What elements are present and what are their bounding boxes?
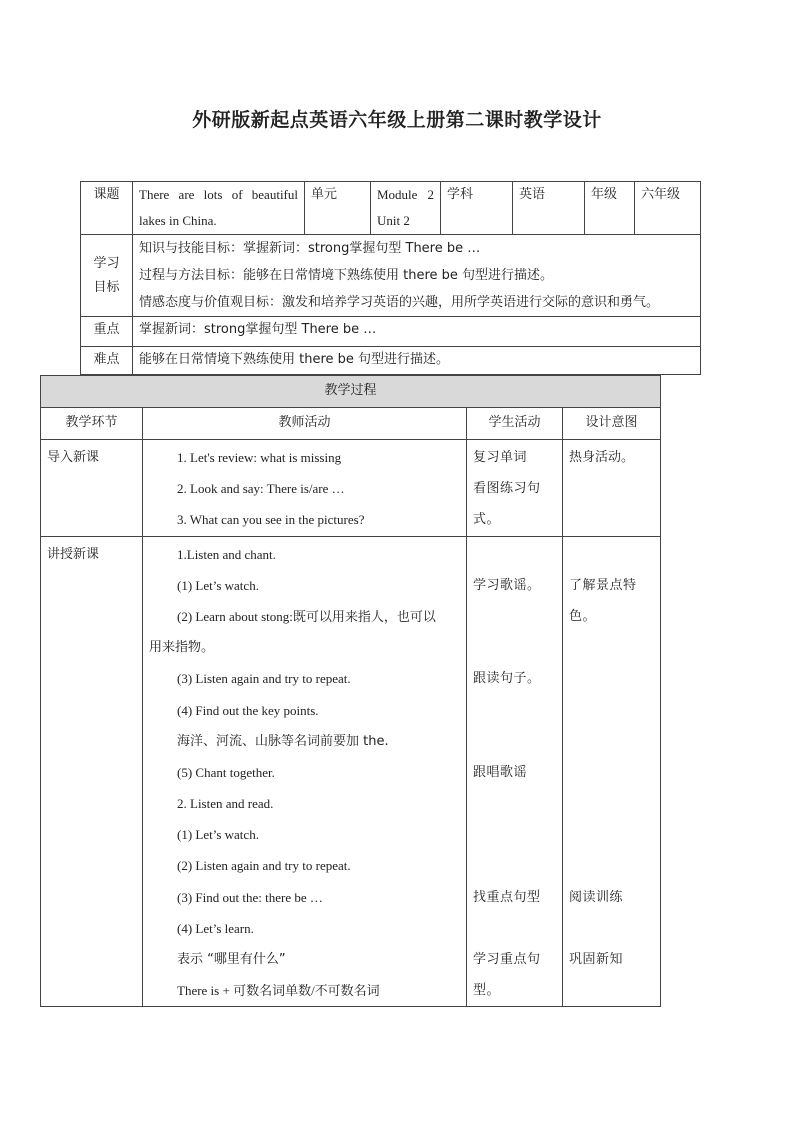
intent-line — [569, 757, 654, 788]
stage-intro-teacher — [143, 440, 467, 537]
col-student: 学生活动 — [467, 408, 563, 440]
teacher-line: (1) Let’s watch. — [177, 827, 259, 843]
stage-new-student — [467, 536, 563, 1007]
goal-process: 过程与方法目标：能够在日常情境下熟练使用 there be 句型进行描述。 — [139, 268, 554, 283]
intent-line — [569, 726, 654, 757]
info-row-difficult — [81, 347, 701, 375]
unit-label: 单元 — [305, 182, 371, 235]
teacher-line: 2. Listen and read. — [177, 796, 274, 812]
stage-new-name — [41, 536, 143, 1007]
process-columns-row — [41, 408, 661, 440]
teacher-line: (4) Let’s learn. — [177, 920, 254, 936]
student-line: 复习单词 — [473, 450, 528, 465]
stage-row-new — [41, 536, 661, 1007]
topic-value — [133, 182, 305, 235]
subject-label: 学科 — [441, 182, 513, 235]
process-header-row — [41, 376, 661, 408]
goals-label-line-1: 学习 — [93, 255, 120, 271]
key-value: 掌握新词：strong掌握句型 There be … — [133, 317, 701, 347]
topic-line-1: There are lots of beautiful — [139, 187, 298, 202]
intent-line — [569, 975, 654, 1006]
intent-line — [569, 632, 654, 663]
student-line: 跟唱歌谣 — [473, 764, 528, 780]
student-line: 型。 — [473, 983, 501, 999]
student-line: 式。 — [473, 512, 501, 528]
stage-new-teacher — [143, 536, 467, 1007]
topic-line-2: lakes in China. — [139, 213, 217, 228]
teacher-line: (3) Listen again and try to repeat. — [177, 671, 351, 687]
col-stage: 教学环节 — [41, 408, 143, 440]
goal-knowledge: 知识与技能目标：掌握新词：strong掌握句型 There be … — [139, 241, 481, 256]
teacher-line: (4) Find out the key points. — [177, 702, 319, 718]
process-header: 教学过程 — [41, 376, 661, 408]
col-intent: 设计意图 — [563, 408, 661, 440]
topic-label: 课题 — [81, 182, 133, 235]
unit-line-2: Unit 2 — [377, 213, 410, 228]
student-line — [473, 695, 556, 726]
difficult-value: 能够在日常情境下熟练使用 there be 句型进行描述。 — [133, 347, 701, 375]
intent-line — [569, 788, 654, 819]
intent-line — [569, 850, 654, 881]
teacher-line: (2) Learn about stong:既可以用来指人，也可以 — [177, 608, 436, 624]
student-line: 找重点句型 — [473, 889, 541, 905]
student-line — [473, 632, 556, 663]
teacher-line: 1.Listen and chant. — [177, 546, 276, 562]
subject-value: 英语 — [513, 182, 585, 235]
intent-line — [569, 913, 654, 944]
teacher-line: (5) Chant together. — [177, 764, 275, 780]
teacher-line: There is + 可数名词单数/不可数名词 — [177, 983, 380, 999]
lesson-info-table — [80, 181, 701, 375]
stage-intro-intent — [563, 440, 661, 537]
intent-line: 色。 — [569, 608, 597, 624]
stage-new-intent — [563, 536, 661, 1007]
intent-line — [569, 539, 654, 570]
intent-line: 热身活动。 — [569, 450, 635, 465]
intent-line: 了解景点特 — [569, 577, 637, 593]
stage-intro-student — [467, 440, 563, 537]
teacher-line: (2) Listen again and try to repeat. — [177, 858, 351, 874]
teacher-line: 1. Let's review: what is missing — [177, 450, 342, 465]
student-line: 学习重点句 — [473, 952, 541, 967]
stage-intro-label: 导入新课 — [47, 450, 100, 465]
student-line — [473, 788, 556, 819]
key-label: 重点 — [81, 317, 133, 347]
student-line — [473, 601, 556, 632]
intent-line — [569, 695, 654, 726]
grade-label: 年级 — [585, 182, 635, 235]
grade-value: 六年级 — [635, 182, 701, 235]
intent-line: 阅读训练 — [569, 889, 624, 905]
teacher-line: 表示 “哪里有什么” — [177, 952, 286, 967]
student-line — [473, 819, 556, 850]
teacher-line: 2. Look and say: There is/are … — [177, 481, 345, 497]
intent-line: 巩固新知 — [569, 952, 624, 967]
intent-line — [569, 663, 654, 694]
info-row-goals — [81, 235, 701, 317]
stage-new-label: 讲授新课 — [47, 546, 100, 562]
col-teacher: 教师活动 — [143, 408, 467, 440]
student-line — [473, 726, 556, 757]
difficult-label: 难点 — [81, 347, 133, 375]
teacher-line: 用来指物。 — [149, 640, 215, 656]
teacher-line: (3) Find out the: there be … — [177, 889, 323, 905]
info-row-topic — [81, 182, 701, 235]
goals-label-line-2: 目标 — [93, 279, 120, 295]
teacher-line: (1) Let’s watch. — [177, 577, 259, 593]
student-line — [473, 850, 556, 881]
student-line — [473, 539, 556, 570]
goal-emotion: 情感态度与价值观目标：激发和培养学习英语的兴趣，用所学英语进行交际的意识和勇气。 — [139, 295, 660, 310]
stage-intro-name — [41, 440, 143, 537]
student-line: 看图练习句 — [473, 481, 541, 497]
goals-label — [81, 235, 133, 317]
stage-row-intro — [41, 440, 661, 537]
page-title: 外研版新起点英语六年级上册第二课时教学设计 — [192, 109, 602, 131]
teacher-line: 3. What can you see in the pictures? — [177, 512, 365, 528]
unit-value — [371, 182, 441, 235]
student-line — [473, 913, 556, 944]
intent-line — [569, 819, 654, 850]
unit-line-1: Module 2 — [377, 187, 434, 202]
teacher-line: 海洋、河流、山脉等名词前要加 the. — [177, 733, 389, 749]
info-row-key — [81, 317, 701, 347]
teaching-process-table — [40, 375, 661, 1007]
goals-value — [133, 235, 701, 317]
student-line: 跟读句子。 — [473, 671, 541, 687]
student-line: 学习歌谣。 — [473, 577, 541, 593]
